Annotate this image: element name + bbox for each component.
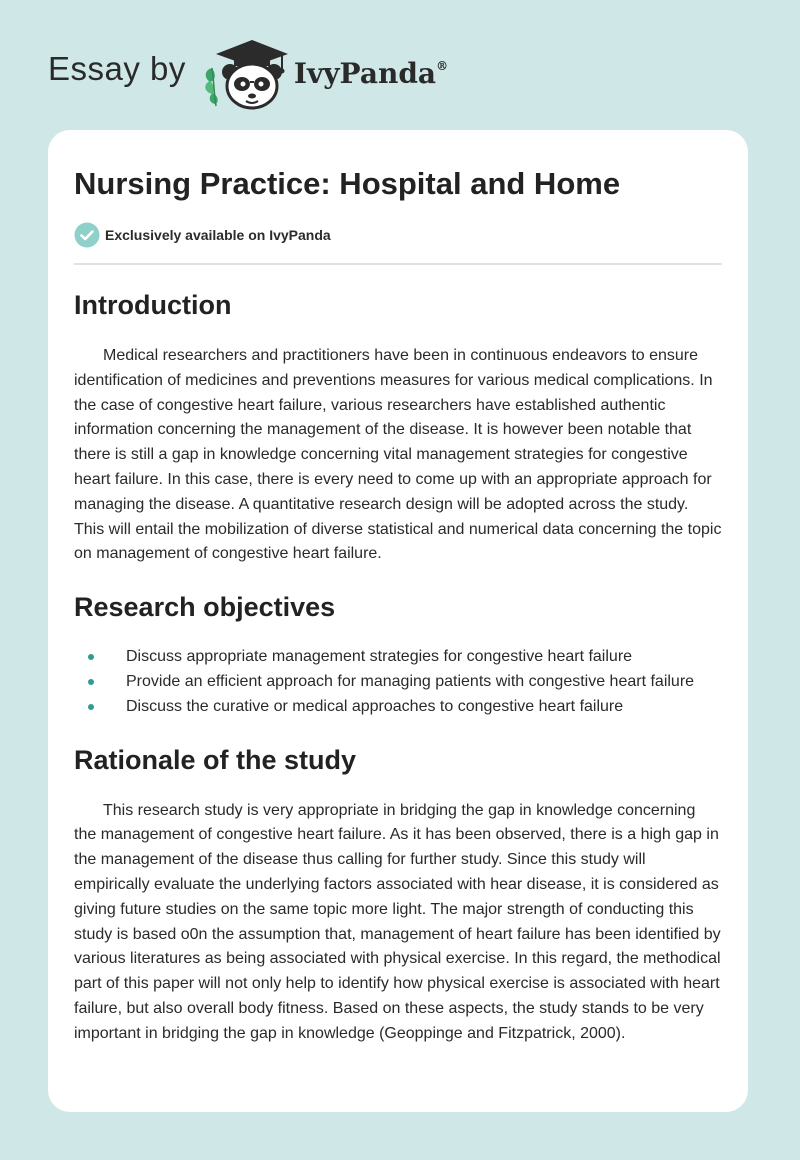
list-item-text: Discuss appropriate management strategies for congestive heart failure — [126, 648, 633, 666]
badge-text: Exclusively available on IvyPanda — [105, 227, 331, 243]
brand-name: IvyPanda® — [293, 56, 449, 90]
bullet-icon — [88, 679, 94, 685]
exclusive-badge — [74, 222, 722, 248]
section-heading-introduction: Introduction — [74, 290, 232, 320]
divider — [74, 263, 722, 265]
article-card — [48, 130, 748, 1112]
list-item — [74, 695, 722, 720]
panda-logo-icon — [200, 34, 292, 110]
rationale-paragraph: This research study is very appropriate in bridging the gap in knowledge concerning the management of congestive heart failure. As it has been observed, there is a high gap in the management of the disease thus calling for further study. Since this study will empirically evaluate the underlying factors associated with hear disease, it is considered as giving future studies on the same topic more light. The major strength of conducting this study is based o0n the assumption that, management of heart failure has been identified by various literatures as being associated with physical exercise. In this regard, the methodical part of this paper will not only help to identify how physical exercise is associated with heart failure, but also overall body fitness. Based on these aspects, the study stands to be very important in bridging the gap in knowledge (Geoppinge and Fitzpatrick, 2000). — [74, 801, 721, 1042]
bullet-icon — [88, 654, 94, 660]
introduction-paragraph: Medical researchers and practitioners have been in continuous endeavors to ensure identification of medicines and preventions measures for various medical complications. In the case of congestive heart failure, various researchers have established authentic information concerning the management of the disease. It is however been notable that there is still a gap in knowledge concerning vital management strategies for congestive heart failure. In this case, there is every need to come up with an appropriate approach for managing the disease. A quantitative research design will be adopted across the study. This will entail the mobilization of diverse statistical and numerical data concerning the topic on management of congestive heart failure. — [74, 347, 722, 563]
section-heading-research-objectives: Research objectives — [74, 592, 336, 623]
check-badge-icon — [74, 222, 100, 248]
list-item — [74, 645, 722, 670]
page-title: Nursing Practice: Hospital and Home — [74, 166, 621, 201]
section-heading-rationale: Rationale of the study — [74, 744, 357, 775]
list-item — [74, 670, 722, 695]
list-item-text: Provide an efficient approach for managing patients with congestive heart failure — [126, 672, 695, 690]
brand-prefix: Essay by — [48, 50, 186, 87]
bullet-icon — [88, 704, 94, 710]
brand-header[interactable] — [48, 34, 448, 110]
list-item-text: Discuss the curative or medical approaches to congestive heart failure — [126, 697, 624, 715]
objectives-list — [74, 645, 722, 719]
